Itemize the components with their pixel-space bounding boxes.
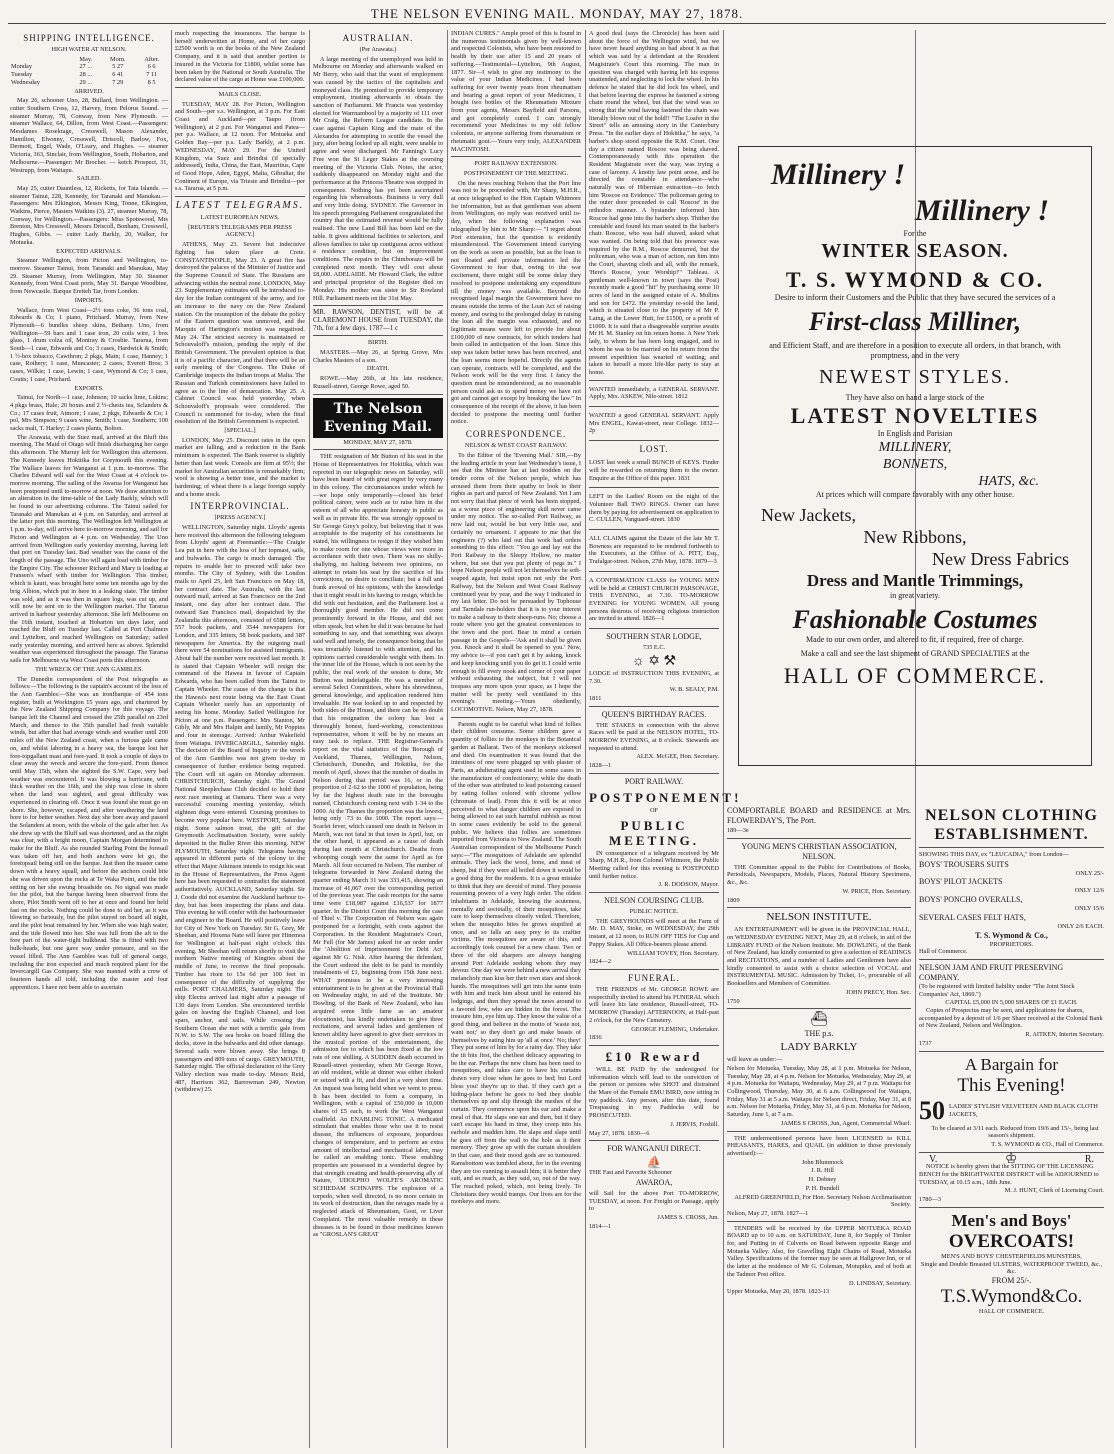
licensee: P. H. Bundell bbox=[805, 1184, 840, 1192]
bonnets-line: BONNETS, bbox=[882, 457, 948, 472]
reward-ref: May 27, 1878. 1830—6 bbox=[589, 1129, 650, 1137]
sailed-text: May 25, cutter Dauntless, 12, Ricketts, for Tata Islands. — steamer Tainui, 228, Kennedy, for Taranaki and Manukau.—Passengers: Mrs Elkington, Messrs King, Tonne, Elkington, Watkins, Pierce, Masters Watkins (3). 27, steamer Murray, 78, Conway, for Wellington.—Passengers: Miss Spotswood, Mrs Brenton, Mrs Cresswell, Messrs Driscoll, Bonham, Cresswell, Hughes, Gibbs. — cutter Lady Barkly, 20, Walker, for Motueka. bbox=[10, 184, 168, 246]
coursing-ref: 1824—2 bbox=[589, 958, 612, 966]
lodge-ref: 1811 bbox=[589, 694, 602, 702]
royal-arms bbox=[919, 1151, 1104, 1167]
dress-trimmings: Dress and Mantle Trimmings, bbox=[806, 571, 1024, 590]
divider bbox=[589, 529, 719, 530]
port-railway-heading: PORT RAILWAY EXTENSION. bbox=[474, 160, 558, 168]
clothing-heading-2: ESTABLISHMENT. bbox=[934, 826, 1089, 843]
dentist-ad: MR. RAWSON, DENTIST, will be at CLAREMONT HOUSE from TUESDAY, the 7th, for a few days. 1787—1 c bbox=[313, 308, 443, 332]
coursing-subheading: PUBLIC NOTICE. bbox=[629, 908, 679, 916]
tenders-ref: Upper Motueka, May 20, 1878. 1823-13 bbox=[727, 1288, 830, 1296]
divider bbox=[589, 773, 719, 774]
tenders-signature: D. LINDSAY, Secretary. bbox=[848, 1279, 911, 1287]
new-jackets: New Jackets, bbox=[761, 505, 856, 525]
lodge-heading: SOUTHERN STAR LODGE, bbox=[606, 632, 702, 642]
staff-text: and Efficient Staff, and are therefore in a position to execute all orders, in that branch, with promptness, and in the very bbox=[769, 341, 1061, 360]
made-text: Made to our own order, and altered to fit, if required, free of charge. bbox=[806, 635, 1024, 644]
divider bbox=[589, 969, 719, 970]
public-meeting-text: IN consequence of a telegram received by Mr Sharp, M.H.R., from Colonel Whitmore, the Public Meeting called for this evening is POSTPONED until further notice. bbox=[589, 849, 719, 880]
newest-styles-heading: NEWEST STYLES. bbox=[818, 366, 1012, 388]
divider bbox=[589, 380, 719, 381]
notice-ad: A CONFIRMATION CLASS for YOUNG MEN will be held at CHRIST CHURCH PARSONAGE, THIS EVENING, at 7.30. TO-MORROW EVENING for YOUNG WOMEN. All young persons desirous of receiving religious instruction are invited to attend. 1826—1 bbox=[589, 576, 719, 623]
funeral-heading: FUNERAL. bbox=[628, 972, 680, 983]
lost-heading: LOST. bbox=[639, 444, 669, 455]
column-8 bbox=[919, 806, 1104, 1448]
races-heading: QUEEN'S BIRTHDAY RACES. bbox=[601, 709, 707, 719]
divider bbox=[313, 305, 443, 306]
licensing-signature: M. J. HUNT, Clerk of Licensing Court. bbox=[1004, 1187, 1104, 1195]
hall-of-commerce: HALL OF COMMERCE. bbox=[783, 663, 1047, 688]
divider bbox=[313, 394, 443, 395]
column-rule bbox=[309, 30, 310, 1448]
for-label: For the bbox=[903, 229, 927, 238]
column-1 bbox=[10, 30, 168, 1448]
r-letter: R. bbox=[1084, 1153, 1094, 1165]
reward-signature: J. JERVIS, Foxhill. bbox=[670, 1120, 719, 1128]
steamer-intro: will leave as under:— bbox=[727, 1056, 783, 1064]
overcoats-heading-2: OVERCOATS! bbox=[948, 1230, 1075, 1252]
clothing-item: BOYS' PONCHO OVERALLS, bbox=[919, 895, 1023, 905]
divider bbox=[589, 571, 719, 572]
licensee: J. R. Hill bbox=[811, 1167, 834, 1175]
institute-ref: 1750 bbox=[727, 997, 740, 1005]
divider bbox=[451, 156, 581, 157]
notice-ad: LOST last week a small BUNCH of KEYS. Finder will be rewarded on returning them to the owner. Enquire at the Office of this paper. 1831 bbox=[589, 459, 719, 482]
steamer-heading-1: THE p.s. bbox=[804, 1029, 834, 1039]
paper-nameplate: The Nelson Evening Mail. bbox=[313, 398, 443, 438]
wanganui-text-1: THE Fast and Favorite Schooner bbox=[589, 1169, 672, 1177]
licensing-ref: 1780—3 bbox=[919, 1196, 942, 1204]
postponement-subheading: POSTPONEMENT OF THE MEETING. bbox=[463, 169, 569, 177]
divider bbox=[451, 717, 581, 718]
divider bbox=[727, 838, 911, 839]
licenses-text: THE undermentioned persons have been LICENSED to KILL PHEASANTS, HARES, and QUAIL (in addition to those previously advertised):— bbox=[727, 1134, 911, 1157]
millinery-title-2: Millinery ! bbox=[914, 194, 1049, 227]
ymca-ref: 1809 bbox=[727, 896, 740, 904]
wanganui-text-2: will Sail for the above Port TO-MORROW, TUESDAY, at noon. For Freight or Passage, apply to bbox=[589, 1189, 719, 1213]
reuter-tag: [REUTER'S TELEGRAMS PER PRESS AGENCY.] bbox=[188, 223, 292, 239]
sailed-heading: SAILED. bbox=[77, 175, 101, 183]
overcoats-heading-1: Men's and Boys' bbox=[951, 1210, 1072, 1230]
table-row: Monday 27 ... 5 27 6 6 bbox=[11, 63, 156, 71]
licenses-ref: Nelson, May 27, 1878. 1827—1 bbox=[727, 1209, 809, 1217]
bargain-row bbox=[919, 1097, 1104, 1125]
ymca-text: THE Committee appeal to the Public for Contributions of Books, Periodicals, Newspapers, Models, Places, Natural History Specimens, &c., &c. bbox=[727, 863, 911, 887]
latest-novelties-heading: LATEST NOVELTIES bbox=[790, 403, 1040, 428]
coursing-text: THE GREYHOUNDS will meet at the Farm of Mr. D. MAY, Stoke, on WEDNESDAY, the 29th instant, at 12 noon, to RUN OFF TIES for Cup and Puppy Stakes. All Office-bearers please attend. bbox=[589, 917, 719, 948]
letter-text: To the Editor of the 'Evening Mail.' SIR,—By the leading article in your last Wednesday's issue, I see that the Minister has at last trodden on the tender corns of the Nelson people, which has aroused them from their apathy to look to their rights as part and parcel of New Zealand. Yet I am not sorry that that piece of work has been stopped, as a worse piece of engineering skill never came under my notice. The so-called Port Railway, as now laid out, would be but very little use, and certainly no ornament. I appeare to me that the engineers (?) who laid out that work had orders something to this effect: "You go and lay out the Port Railway in the Sleepy Hollow, no matter where, but see that you put plenty of pegs in." I hope Nelson people will not let themselves be soft-soaped again, but insist upon not only the Port Railway, but the Nelson and West Coast Railway continued year by year, and the way I indicated in my last letter. Do not be persuaded by Tophouse and Tarndale run-holders that it is to your interest to make a railway to their sheep-runs. No; choose a route where you get the greatest conveniences to the town and the port. Bear in mind a certain passage in the Gospels—'Ask and it shall be given you. Knock and it shall be opened to you.' Now, my advice is—if you can't get it by asking, knock and keep knocking until you do get it. I could write enough to fill every nook and corner of your paper without exhausting the subject, but I will not trespass any more upon your space, as I hope the matter will be pretty well ventilated in this evening's meeting.—Yours obediently, LOCOMOTIVE. Nelson, May 27, 1878. bbox=[451, 451, 581, 714]
divider bbox=[589, 628, 719, 629]
jam-signature: R. AITKEN, Interim Secretary. bbox=[1025, 1031, 1104, 1039]
bargain-count: 50 bbox=[919, 1095, 945, 1125]
shipping-heading: SHIPPING INTELLIGENCE. bbox=[23, 33, 155, 43]
races-signature: ALEX. McGEE, Hon. Secretary. bbox=[636, 753, 719, 761]
divider bbox=[589, 440, 719, 441]
hall-of-commerce-label: Hall of Commerce. bbox=[919, 948, 968, 956]
divider bbox=[727, 1131, 911, 1132]
jam-heading: NELSON JAM AND FRUIT PRESERVING COMPANY. bbox=[919, 962, 1064, 982]
jam-ref: 1737 bbox=[919, 1039, 932, 1047]
institute-signature: JOHN PRECY, Hon. Sec. bbox=[846, 988, 911, 996]
first-class-milliner: First-class Milliner, bbox=[808, 307, 1022, 336]
overcoats-line: Single and Double Breasted ULSTERS, WATERPROOF TWEED, &c., &c. bbox=[920, 1260, 1103, 1276]
new-dress-fabrics: New Dress Fabrics bbox=[932, 549, 1069, 569]
high-water-heading: HIGH WATER AT NELSON. bbox=[51, 46, 127, 53]
ymca-signature: W. PRICE, Hon. Secretary. bbox=[842, 887, 911, 895]
wreck-heading: THE WRECK OF THE ANN GAMBLES. bbox=[35, 665, 143, 673]
divider bbox=[589, 892, 719, 893]
overcoats-price: FROM 25/-. bbox=[991, 1275, 1032, 1285]
imports-heading: IMPORTS. bbox=[74, 296, 104, 304]
expected-heading: EXPECTED ARRIVALS. bbox=[56, 247, 122, 255]
issue-date: MONDAY, MAY 27, 1878. bbox=[343, 438, 413, 446]
crown-icon: ♔ bbox=[1004, 1151, 1018, 1167]
wanganui-heading: FOR WANGANUI DIRECT. bbox=[607, 1144, 701, 1154]
funeral-text: THE FRIENDS of Mr. GEORGE ROWE are respectfully invited to attend his FUNERAL which will leave his late residence, Russell-street, TO-MORROW (Tuesday) AFTERNOON, at Half-past 2 o'clock, for the New Cemetery. bbox=[589, 985, 719, 1024]
v-letter: V. bbox=[929, 1153, 938, 1165]
institute-heading: NELSON INSTITUTE. bbox=[766, 911, 872, 924]
column-rule bbox=[723, 30, 724, 1448]
shipping-news: The Arawata, with the Suez mail, arrived at the Bluff this morning. The Maid of Otago will finish discharging her cargo this afternoon. The Murray left for Wellington this afternoon. The Kennedy leaves Hokitika for Greymouth this evening. The Wallace leaves for Wanganui at 1 p.m. to-morrow. The Charles Edward will sail for the West Coast at 4 o'clock to-morrow morning. The sailing of the Awarua for Wanganui has been postponed until to-morrow at noon. We draw attention to an alteration in the time-table of the Lady Barkly, which will be found in our advertising columns. The Tainui sailed for Taranaki and Manukau at 4 p.m. on Saturday, and arrived at the latter port this morning. The Wellington left Wellington at 1 p.m. to-day, will arrive here to-morrow morning, and sail for Picton and Wellington at 4 p.m. on Wednesday. The Uno arrived from Wellington early yesterday morning, having left that port on Tuesday last. Bad weather was the cause of the length of the passage. The Uno will again load with timber for the Empire City. The schooner Richard and Mary is loading at Fransen's wharf with timber for Wellington. This timber, which is kauri, was brought here some ten months ago by the brig Albion, which put in here in a leaking state. The timber was sold, and as it was then in square logs, was cut up, and will now be sent on to the Wellington market. The Tararua arrived in harbour yesterday afternoon. She left Melbourne on the 16th instant, touched at Hobarton ten days later, and reached the Bluff on Tuesday last. Called at Port Chalmers and Lyttelton, and reached Wellington on Saturday; sailed early yesterday morning, and arrived here as above. Splendid weather was experienced throughout the passage. The Tararua sails for Melbourne via West Coast ports this afternoon. bbox=[10, 433, 168, 665]
divider bbox=[589, 706, 719, 707]
licensee: H. Dobney bbox=[808, 1176, 837, 1184]
wanganui-signature: JAMES S. CROSS, Jun. bbox=[657, 1214, 719, 1222]
lodge-signature: W. B. SEALY, P.M. bbox=[669, 686, 719, 694]
column-rule bbox=[585, 30, 586, 1448]
death-text: ROWE.—May 26th, at his late residence, Russell-street, George Rowe, aged 50. bbox=[313, 375, 443, 390]
divider bbox=[589, 1045, 719, 1046]
divider bbox=[919, 1051, 1104, 1052]
masonic-emblem-icon: ☼ ✡ ⚒ bbox=[631, 653, 677, 669]
mails-text: TUESDAY, MAY 28. For Picton, Wellington and South—per s.s. Wellington, at 3 p.m. For East Coast and Auckland—per Taupo (from Wellington), at 2 p.m. For Wanganui and Patea—per p.s. Wallace, at 12 noon. For Motueka and Golden Bay—per p.s. Lady Barkly, at 2 p.m. WEDNESDAY, MAY 29. For the United Kingdom, via Suez and Brindisi (if specially addressed), India, China, the East, Mauritius, Cape of Good Hope, Aden, Egypt, Malta, Gibraltar, the Continent of Europe, via Trieste and Brindisi—per s.s. Tararua, at 5 p.m. bbox=[175, 100, 305, 193]
exports-text: Tainui, for North—1 case, Johnson; 10 sacks lime, Lukins; 4 pkgs brass, Hale; 20 boxes and 2 ½-chests tea, Sclanders & Co.; 17 cases fruit, Atmore; 1 case, 2 pkgs, Edwards & Co; 1 pol, Mrs Simpson; 9 cases wine, Smith; 1 case, Southern; 100 sacks malt, T. Harley; 2 cases plants, Bolton. bbox=[10, 394, 168, 433]
column-4 bbox=[451, 30, 581, 1448]
public-meeting-heading: PUBLIC MEETING. bbox=[608, 817, 700, 848]
board-ad: COMFORTABLE BOARD and RESIDENCE at Mrs. FLOWERDAY'S, The Port. bbox=[727, 806, 911, 825]
australian-text: A large meeting of the unemployed was held in Melbourne on Monday and afterwards walked on Mr Berry, who said that the want of employment was caused by the tactics of the capitalists and moneyed class. He promised to provide temporary employment, trusting afterwards to obtain the sanction of Parliament. Mr Francis was yesterday elected for Warrnambool by a majority of 111 over Mr Craig, the Reform League candidate. In the case against Captain King and the mate of the Alexandra for attempting to scuttle the vessel the jury, after being locked up all night, were unable to agree and were discharged. Mr Fanning's Lucy Free won the St Leger Stakes at the coursing meeting of the Victoria Club. Notes, the actor, suddenly disappeared on Monday night and the performance at the Princess Theatre was stopped in consequence. Nothing has yet been ascertained regarding his whereabouts. Business is very dull and very little doing. SYDNEY. The Governor in his speech proroguing Parliament congratulated the country that the estimated revenue would be fully realised. The new Land Bill has been laid on the table. It gives additional facilities to selectors, and allows families to take up contiguous acres without a residence condition, but on improvement conditions. The repairs to the Chimborazo will be completed next month. They will cost about £8,000. ADELAIDE. Mr Howard Clark, the editor and principal proprietor of the Register died on Monday. His mother was sister to Sir Rowland Hill. Parliament meets on the 31st May. bbox=[313, 55, 443, 302]
column-2 bbox=[175, 30, 305, 1448]
table-row: Wednesday 29 ... 7 29 8 5 bbox=[11, 78, 156, 86]
divider bbox=[175, 196, 305, 197]
millinery-ad-area bbox=[728, 36, 1102, 796]
european-news-text: ATHENS, May 23. Severe but indecisive fighting has taken place at Crete. CONSTANTINOPLE, May 23. A great fire has destroyed the palaces of the Minister of Justice and the Supreme Council of State. The Russians are advancing within the neutral zone. LONDON, May 23. Supplementary estimates will be introduced to-day for the Indian contingent of the army, and for an increase to the navy on the New Zealand station. On the resumption of the debate the policy of the Eastern question was unmoved, and the Marquis of Hartington's motion was negatived. May 24. The strictest secrecy is maintained re Schouvaloff's mission, pending the reply of the British Government. The prevalent opinion is that it is of a pacific character, and that there will be an early meeting of the Congress. The Duke of Cambridge inspects the Indian troops at Malta. The Russian and Turkish commissioners have failed to agree as to the line of demarcation. May 25. A Cabinet Council was held yesterday, when Schouvaloff's proposals were considered. The Council is summoned for to-day, when the final resolution of the British Government is expected. bbox=[175, 241, 305, 426]
european-news-heading: LATEST EUROPEAN NEWS. bbox=[200, 214, 280, 222]
licensee: John Blummock bbox=[801, 1158, 844, 1166]
australian-heading: AUSTRALIAN. bbox=[342, 33, 414, 43]
divider bbox=[919, 959, 1104, 960]
special-text: LONDON, May 25. Discount rates in the open market are falling, and a reduction in the Bank minimum is expected. The Bank reserve is slightly better than last week. Consols are firm at 95½; the market for Australian securities is remarkably firm; wool is showing a better tone, and the market is hardening; of wheat there is a large foreign supply and a home stock. bbox=[175, 436, 305, 498]
institute-text: AN ENTERTAINMENT will be given in the PROVINCIAL HALL, on WEDNESDAY EVENING NEXT, May 29, at 8 o'clock, in aid of the LIBRARY FUND of the Nelson Institute. Mr. DOWLING, of the Bank of New Zealand, has kindly consented to give a selection of READINGS and RECITATIONS, and a number of Ladies and Gentlemen have also kindly consented to assist with a choice selection of VOCAL and INSTRUMENTAL MUSIC. Admission by Ticket, 1/-, procurable of all Booksellers and Members of Committee. bbox=[727, 926, 911, 988]
clothing-heading-1: NELSON CLOTHING bbox=[925, 807, 1098, 824]
coursing-signature: WILLIAM TOVEY, Hon. Secretary. bbox=[627, 949, 719, 957]
divider bbox=[919, 847, 1104, 848]
bargain-text: To be cleared at 3/11 each. Reduced from 19/6 and 15/-, being last season's shipment. bbox=[931, 1124, 1099, 1140]
millinery-ad bbox=[738, 146, 1092, 766]
reward-text: WILL BE PAID by the undersigned for information which will lead to the conviction of the person or persons who SHOT and distrained the Mare of the Female EMU BIRD, now sitting in my paddock. Any person, after this date, found Trespassing in my Paddocks will be PROSECUTED. bbox=[589, 1065, 719, 1120]
interprovincial-text: WELLINGTON, Saturday night. Lloyds' agents here received this afternoon the following telegram from Lloyds' agent at Freemantle:—The Craigie Lea put in here with the loss of her topmast, sails, and bulwarks. The cargo is much damaged. The repairs to enable her to proceed will take two months. The City of Sydney, with the London mails to April 25, left San Francisco on May 18, her contract date. The Australia, with the last outward mail, arrived at San Francisco on the 2nd instant, one day after her contract date. The outward San Francisco mail, despatched by the Zealandia this afternoon, consisted of 6588 letters, 557 book packets, and 3544 newspapers for London, and 335 letters, 58 book packets, and 387 newspapers for America. By the outgoing mail there were 54 nominations for assisted immigrants. About half the number were received last month. It is stated that Captain Wheeler will resign the command of the Hawea in favour of Captain Edwards, who has been called from the Tainui to Captain Wheeler. The cause of the change is that the Hawea's next route being via the East Coast Captain Wheeler rarely has an opportunity of seeing his home. Monday. Sailed Wellington for Picton at one p.m. Passengers: Mrs Stanton, Mr Gibly, Mr and Mrs Halpin and family, Mr Poppins and four in steerage. Arrived: Arthur Wakefield from Waitapu. INVERCARGILL, Saturday night. The decision of the Board of Inquiry re the wreck of the Ann Gambles was not given to-day in consequence of further evidence being required. The Court will sit again on Monday afternoon. CHRISTCHURCH, Saturday night. The Grand National Steeplechase Club decided to hold their next race meeting at Oamaru. There was a very successful coursing meeting yesterday, which eighteen dogs were entered. Coursing promises to become very popular here. WESTPORT, Saturday night. Some salmon trout, the gift of the Greymouth Acclimatisation Society, were safely deposited in the Buller River this morning. NEW PLYMOUTH, Saturday night. Telegrams having appeared in different parts of the colony to the effect that Major Atkinson intends to resign his seat in the House of Representatives, the Press Agent here has been requested to contradict the statement authoritatively. AUCKLAND, Saturday night. Sir J. Coode did not examine the Auckland harbour to-day, but has been inspecting the plans and data. This evening he will confer with the harbourmaster and engineer to the Board. He will positively leave for City of New York on Tuesday. Sir G. Grey, Mr Sheehan, and Hoxena Nate will leave per Hinemoa for Wellington at half-past eight o'clock this evening. Mr Sheehan will return shortly to visit the northern Native meeting of Kingites about the middle of June, to receive the final proposals. Timber has risen to 15s 6d per 100 feet in consequence of the difficulty of supplying the mills. PORT CHALMERS, Saturday night. The ship Electra arrived last night after a passage of 130 days from London. She encountered terrible gales on leaving the English Channel, and lost spars, anchor, and sails. While crossing the Southern Ocean she met with a terrific gale from N.W. to S.W. The sea broke on board filling the decks, stove in the bulwarks and did other damage. Several sails were blown away. She brings 8 passengers and 809 tons of cargo. GREYMOUTH, Saturday night. The official declaration of the Grey Valley election was made to-day. Messrs Reid, 487, Harrison 362, Barrowman 249, Newton (withdrew) 25. bbox=[175, 524, 305, 1094]
wanted-ad: WANTED immediately, a GENERAL SERVANT. Apply, Mrs. ASKEW, Nile-street. 1812 bbox=[589, 385, 719, 401]
also-text: They have also on hand a large stock of the bbox=[845, 393, 985, 402]
steamer-signature: JAMES S CROSS, Jun, Agent, Commercial Wharf. bbox=[780, 1119, 911, 1127]
notice-ad: LEFT in the Ladies' Room on the night of the Volunteer Ball TWO RINGS. Owner can have them by paying for advertisement on application to C. CULLEN, Vanguard-street. 1830 bbox=[589, 493, 719, 524]
desire-text: Desire to inform their Customers and the Public that they have secured the services of a bbox=[774, 293, 1056, 302]
divider bbox=[727, 1008, 911, 1009]
death-heading: DEATH. bbox=[366, 365, 390, 373]
wanganui-ref: 1814—1 bbox=[589, 1222, 612, 1230]
exports-heading: EXPORTS. bbox=[74, 384, 104, 392]
arrived-heading: ARRIVED. bbox=[74, 87, 104, 95]
jam-text: Copies of Prospectus may be seen, and applications for shares, accompanied by a deposit of 1/6 per Share received at the Colonial Bank of New Zealand, Nelson and Wellington. bbox=[919, 1007, 1103, 1030]
editorial-text: THE resignation of Mr Button of his seat in the House of Representatives for Hokitika, which was reported in our telegraphic news on Saturday, will have been heard of with great regret by very many in this colony. The circumstances under which he—we hope only temporarily—closed his brief political career, were such as to raise him in the esteem of all who appreciate honesty in public as well as in private life. He was strongly opposed to Sir George Grey's policy, but believing that it was acceptable to the majority of his constituents he stated, his willingness to resign if they wished him to make room for one whose views were more in accordance with their own. There was no shilly-shallying, no halting between two opinions, no attempt to retain his seat by the sacrifice of his convictions, no desire to conciliate; but a full and frank avowal of his opinions, with the knowledge that it might result in his having to resign, which he did with out hesitation, and the Parliament lost a thoroughly good member. He did not come prominently forward in the House, and did not often speak, but when he did it was because he had something to say, and that something was always said well and tersely, the consequence being that he was invariably listened to with attention, and his opinions carried considerable weight with them. In the inner life of the House, which is not seen by the public, the real work of the session is done, Mr Button was indefatigable. He was a member of several Select Committees, where his shrewdness, general knowledge, and application rendered him invaluable. He was looked up to and respected by both sides of the House, and there can be no doubt that his resignation the colony has lost a thoroughly honest, hard-working, conscientious representative, whom it will be by no means an easy task to replace. THE Registrar-General's report on the vital statistics of the Borough of Auckland, Thames, Wellington, Nelson, Christchurch, Dunedin, and Hokitika, for the month of April, shows that the number of deaths in Nelson during that period was 16, or in the proportion of 2·62 to the 1000 of population, being by far the highest death rate in the boroughs named, Christchurch coming next with 1·34 to the 1000. At the Thames the proportion was the lowest, being only ·73 to the 1000. The report says:—Scarlet fever, which caused one death in Nelson in March, was not fatal in that town in April, but, on the other hand, it appeared as a cause of death during last month at Christchurch. Deaths from whooping cough were the same for April as for March. All four occurred in Nelson. The number of telegrams forwarded in New Zealand during the quarter ending March 31 was 333,415, showing an increase of 41,067 over the corresponding period of the previous year. The cash receipts for the same time were £18,987 against £16,537 for 1877 quarter. In the District Court this morning the case of Thiel v. The Corporation of Nelson was again postponed for a fortnight, with costs against the Corporation. In the Resident Magistrate's Court, Mr Fell (for Mr James) asked for an order under the 'Abolition of Imprisonment for Debt Act' against Mr G. Nisk. After hearing the defendant, the Court ordered the debt to be paid in monthly instalments of £1, beginning from 15th June next. WHAT promises to be a very interesting entertainment is to be given at the Provincial Hall on Wednesday night, in aid of the Institute. Mr Dowling, of the Bank of New Zealand, who has acquired some little fame as an amateur elocutionist, has kindly undertaken to give three recitations, and several ladies and gentlemen of known ability have agreed to give their services in the musical portion of the entertainment, the admission fee to which has been fixed at the low rate of one shilling. A SUDDEN death occurred in Russell-street yesterday, when Mr George Rowe, an old resident, while at dinner was either choked or seized with a fit, and died in a very short time. An inquest was being held when we went to press. It has been decided to form a company, in Wellington, with a capital of £50,000 in 10,000 shares of £5 each, to work the West Wanganui coalfield. An ENABLING TONIC. A medicated stimulant that enables those who use it to resist disease, the influences of exposure, jeopardous changes of temperature, and to perform an extra amount of intellectual and mechanical labor, may be called an enabling tonic. These enabling properties are possessed in a wonderful degree by that strength creating and health-preserving ally of Nature, UDOLPHO WOLFE'S AROMATIC SCHIEDAM SCHNAPPS. The explosion of a torpedo, when well directed, is no more certain in its work of destruction, than the ravages made by a neglected attack of Rheumatism, Gout, or Liver Complaint. The most valuable remedy in these diseases is to be found in those medicines known as "GROSLAN'S GREAT bbox=[313, 453, 443, 1239]
ymca-heading: YOUNG MEN'S CHRISTIAN ASSOCIATION, NELSON. bbox=[741, 841, 897, 861]
races-text: THE STAKES in connection with the above Races will be paid at the NELSON HOTEL, TO-MORROW EVENING, at 8 o'clock. Stewards are requested to attend. bbox=[589, 721, 719, 752]
table-row: Tuesday 28 ... 6 41 7 11 bbox=[11, 71, 157, 79]
steamer-schedule: Nelson for Motueka, Tuesday, May 28, at 1 p.m. Motueka for Nelson, Tuesday, May 28, at 4 p.m. Nelson for Motueka, Wednesday, May 29, at 4 p.m. Motueka for Waitapu, Wednesday, May 29, at 7 p.m. Waitapu for Collingwood, Thursday, May 30, at 6 a.m. Collingwood for Waitapu, Friday, May 31 at 5 a.m. Waitapu for Nelson direct, Friday, May 31, at 8 a.m. Nelson for Motueka, Friday, May 31, at 6 p.m. Motueka for Nelson, Saturday, June 1, at 7 a.m. bbox=[727, 1064, 911, 1119]
divider bbox=[313, 449, 443, 450]
bargain-heading-1: A Bargain for bbox=[964, 1054, 1059, 1074]
divider bbox=[919, 1207, 1104, 1208]
special-tag: [SPECIAL.] bbox=[224, 427, 256, 435]
capital-text: CAPITAL £5,000 IN 5,000 SHARES OF £1 EACH. bbox=[945, 999, 1078, 1007]
misc-news-text: Parents ought to be careful what kind of follies their children consume. Some children gave a quantity of follies to the monkeys in the Botanical garden at Ballarat. Two of the monkeys sickened and died. On examination it was found that the intestines of one were plugged up with plaster of Paris, an adulterating agent used in some cases in the manufacture of confectionery; while the death of the other was attributed to lead poisoning caused by eating follies colored with chrome yellow (chromate of lead). From this it will be at once perceived to what danger children are exposed in being allowed to eat such harmful rubbish as most in some cases evidently be sold to the general public. We believe that follies are sometimes imported from Victoria to New Zealand. The South Australian correspondent of the Melbourne Punch says:—"The mosquitoes of Adelaide are splendid animals. They lack the wool, bone, and meat of sheep, but if they were all boiled down it would be a good thing for the residents. It is a great mistake to think that they are devoid of mind. They possess reasoning powers of a very high order. The oldest inhabitants in Adelaide, knowing the acuteness, mentally and societally, of their mosquitoes, take care to keep themselves closely veiled. Therefore, when the mosquito bites he grows stupified at once, and so falls an easy prey to its craftier victims. The mosquitoes are aware of this, and accordingly took counsel for a new chase. Two or three of the old sharpers are always hanging around Port Adelaide seeking whom they may devour. One day we were behind a new arrival they melancholy man kiss her their own stars and shook hands. The mosquitoes will get into the same train with him and track him about until he entered his lodgings, and then they spread the news around to a favored few, who are hidden in the forest. The treasure him, eye him up. They know the value of a good thing, and believe in the motto of 'waste not, want not;' so they don't go and make beasts of themselves by eating him up 'all at once.' No; they! They put some of him by for a rainy day. They take the tit bits first, the cheiliest delicacy appearing to be the ear. Perhaps the new chum has been used to mosquitoes, and takes care to have his curtains drawn very close when he goes to bed; but Lord bless you! they're up to that. If they can't get a hiding-place before he goes to bed they double themselves up and slip through the meshes of the curtain. They commence upon his ear and make a meal of that. He slaps one ear and then, but if they can't escape his hand in time, they creep into his earhole and madden him. He slaps and slaps until he goes off from the wall to the hole as it their memory. They grow up with the curtain shoulders in that case, and their mood gods are so tumoured. Ramsbottom was tumbled about, for in the evening they are too cunning to assault him; it is better they suit, and so reach, as they said, so, out of the way. The reached poked, which, not being lively. To Christians they would tramps. Our lives are for the monkeys and more. bbox=[451, 720, 581, 1206]
mayor-signature: J. R. DODSON, Mayor. bbox=[658, 881, 719, 889]
correspondence-heading: CORRESPONDENCE. bbox=[465, 429, 567, 440]
firm-name: T. S. WYMOND & CO. bbox=[785, 267, 1045, 292]
new-ribbons: New Ribbons, bbox=[863, 527, 967, 547]
millinery-title-1: Millinery ! bbox=[771, 158, 906, 191]
prices-text: At prices which will compare favorably with any other house. bbox=[815, 490, 1015, 499]
great-variety: in great variety. bbox=[890, 591, 940, 600]
table-header-row: May. Morn. After. bbox=[79, 55, 159, 63]
column-rule bbox=[447, 30, 448, 1448]
lodge-number: 735 E.C. bbox=[642, 644, 666, 652]
insurance-text: much respecting the insurances. The barque is herself underwritten at Home, and of her cargo £2500 worth is on the books of the New Zealand Company, and it is said that another portion is insured in the Victoria for £1800, whilst some has been taken by the National or South Australia. The declared value of the cargo at Home was £100,000. bbox=[175, 30, 305, 84]
divider bbox=[727, 1221, 911, 1222]
clothing-item: SEVERAL CASES FELT HATS, bbox=[919, 912, 1026, 922]
column-7 bbox=[727, 806, 911, 1448]
clothing-price: ONLY 2/6 EACH. bbox=[1057, 922, 1104, 930]
arrived-text: May 26, schooner Uno, 28, Bullard, from Wellington. — cutter Southern Cross, 12, Harvey, from Pelorus Sound. — steamer Murray, 78, Conway, from New Plymouth. — steamer Wallace, 64, Dillon, from West Coast.—Passengers: Mesdames Rosekrage, Cresswell, Mason Alexander, Hamilton, Elvonny, Cresswell, Driscoll, Barlow, Fox, Dermott, Engel, Wade, O'Leary, and Hughes. — steamer Victoria, 363, Sinclair, from Wellington, South, Hobarton, and Melbourne.—Passenger: Mr Brocher. — ketch Prospect, 31, Westrupp, from Waitapu. bbox=[10, 97, 168, 174]
millinery-line: MILLINERY, bbox=[878, 440, 952, 455]
ship-icon: ⛵ bbox=[646, 1155, 662, 1170]
letter-title: NELSON & WEST COAST RAILWAY. bbox=[464, 442, 568, 450]
overcoats-line: MEN'S AND BOYS' CHESTERFIELDS MUNSTERS, bbox=[941, 1252, 1082, 1260]
clothing-price: ONLY 12/6 bbox=[1074, 887, 1104, 895]
birth-text: MASTERS.—May 26, at Spring Grove, Mrs Charles Masters of a son. bbox=[313, 349, 443, 364]
press-agency-tag: [PRESS AGENCY.] bbox=[214, 514, 266, 522]
arawata-tag: (Per Arawata.) bbox=[359, 46, 397, 53]
imports-text: Wallace, from West Coast—2½ tons coke, 36 tons coal, Edwards & Co; 1 piano, Pritchard. Murray, from New Plymouth—6 bundles sheep skins, Bethany. Uno, from Wellington—59 bars and 1 case iron, 20 coils wire, 1 box glass, 1 drum colza oil, Montray & Crosbie. Tararua, from South—1 case, Edwards and Co; 3 cases, Hardwick & Smith; 1 ½-box tobacco, Cawthron; 2 pkgs, Main; 1 case, Hanney; 1 case, Rothery; 1 case, Muncaster; 2 cases, Everett Bros; 3 cases, Wilkie; 1 case, Lewin; 1 case, Wymond & Co; 1 case, Coutts; 1 case, Prichard. bbox=[10, 306, 168, 383]
postponement-heading: POSTPONEMENT! bbox=[589, 789, 742, 805]
divider bbox=[589, 1140, 719, 1141]
divider bbox=[727, 907, 911, 908]
divider bbox=[175, 87, 305, 88]
expected-text: Steamer Wellington, from Picton and Wellington, to-morrow. Steamer Tainui, from Taranaki and Manukau, May 29. Steamer Murray, from Wellington, May 30. Steamer Kennedy, from West Coast ports, May 31. Barque Woodbine, from Newcastle. Barque Eretteh Tar, from London. bbox=[10, 257, 168, 296]
notice-ad: ALL CLAIMS against the Estate of the late Mr T. Bowness are requested to be rendered forthwith to the Executors, at the Office of A. PITT, Esq., Trafalgar-street. Nelson, 27th May, 1878. 1879—3 bbox=[589, 535, 719, 566]
of-label: OF bbox=[649, 806, 659, 814]
licenses-signature: ALFRED GREENFIELD, For Hon. Secretary Nelson Acclimatisation Society. bbox=[734, 1193, 911, 1209]
steamer-name: LADY BARKLY bbox=[780, 1041, 858, 1054]
bargain-item: LADIES' STYLISH VELVETEEN AND BLACK CLOTH JACKETS, bbox=[949, 1102, 1098, 1118]
port-railway-ad-heading: PORT RAILWAY. bbox=[624, 776, 684, 786]
proprietors: PROPRIETORS. bbox=[989, 940, 1034, 948]
interprovincial-heading: INTERPROVINCIAL. bbox=[190, 501, 290, 512]
wymond-footer: T.S.Wymond&Co. bbox=[940, 1285, 1083, 1307]
clothing-item: BOYS' PILOT JACKETS bbox=[919, 877, 1003, 887]
telegrams-heading: LATEST TELEGRAMS. bbox=[175, 200, 305, 212]
masthead: THE NELSON EVENING MAIL. MONDAY, MAY 27, 1878. bbox=[8, 6, 1106, 24]
coursing-heading: NELSON COURSING CLUB. bbox=[604, 896, 704, 906]
fashionable-costumes: Fashionable Costumes bbox=[792, 605, 1038, 634]
english-parisian: In English and Parisian bbox=[877, 429, 953, 438]
showing-text: SHOWING THIS DAY, ex "LEUCADIA," from London— bbox=[919, 851, 1069, 858]
lodge-text: LODGE of INSTRUCTION THIS EVENING, at 7.30. bbox=[589, 669, 719, 685]
jam-subtext: (To be registered with limited liability under "The Joint Stock Companies' Act, 1860.") bbox=[919, 982, 1075, 998]
port-railway-text: On the news reaching Nelson that the Port line was not to be proceeded with, Mr Sharp, M.H.R., at once telegraphed to the Hon Captain Whitmore for information, but as that gentleman was absent from Wellington, no reply was received until to-day, when the following explanation was telegraphed by him to Mr Sharp:— "I regret about Port extension, but the question is evidently misunderstood. The Government intend carrying on the work as soon as possible, but as the loan is not floated and private information led the Government to fear that, owing to the war excitement, there might still be some delay they resolved to postpone undertaking any expenditure till the money was available. Beyond the recognised legal margin the Government have no means outside the terms of the Loan Act of raising money, and owing to the prolonged delay in raising the loan all the margin was exhausted, and no legitimate means were left to provide for about £100,000 of new contracts, for which tenders had been called in anticipation of the loan. Since this step was taken better news has been received, and the loan seems more hopeful. Directly the agents can operate, contracts will be completed, and the Nelson work will be the very first. I fancy the question must be misunderstood, as no reasonable person could ask us to spend money we have not got and cannot get except by breaking the law." In consequence of the receipt of the above, it has been decided to postpone the meeting until further notice. bbox=[451, 179, 581, 426]
wymond-name: T. S. Wymond & Co., bbox=[975, 930, 1048, 940]
indian-cures-text: INDIAN CURES." Ample proof of this is found in the numerous testimonials given by well-known and respected Colonists, who have been restored to health by their use after 15 and 20 years of suffering.—Testimonial—Lyttelton, 9th August, 1877. Sir—I wish to give my testimony to the value of your Indian Medicines. I had been suffering for over twenty years from rheumatism and bearing a great report of your Medicines, I bought two bottles of the Rheumatism Mixture from your agents, Messrs Bayfield and Parsons, and got completely cured. I can strongly recommend your Medicines to my old fellow colonists, or anyone suffering from rheumatism or rheumatic gout.—Yours very truly, ALEXANDER MACINTOSH. bbox=[451, 30, 581, 153]
high-water-table bbox=[10, 56, 168, 87]
tenders-text: TENDERS will be received by the UPPER MOTUEKA ROAD BOARD up to 10 a.m. on SATURDAY, June 8, for Supply of Timber for, and Putting in of Culverts on Road between opposite Range and Motueka Valley. Also, for Gravelling Eight Chains of Road, Motueka Valley. Specifications of the former may be seen at Hallgrove Inn, or of the latter at the residence of Mr G. Coleman, Motupiko, and of both at the Tadmor Post office. bbox=[727, 1224, 911, 1278]
board-ref: 189—3e bbox=[727, 827, 749, 834]
birth-heading: BIRTH. bbox=[367, 339, 389, 347]
winter-season-heading: WINTER SEASON. bbox=[821, 240, 1009, 262]
hall-of-commerce-footer: HALL OF COMMERCE. bbox=[978, 1307, 1045, 1315]
mails-heading: MAILS CLOSE. bbox=[218, 90, 262, 98]
column-rule bbox=[171, 30, 172, 1448]
wanted-ad: WANTED a good GENERAL SERVANT. Apply Mrs ENGEL, Kawai-street, near College. 1832—2p bbox=[589, 412, 719, 435]
divider bbox=[313, 335, 443, 336]
wreck-text: The Dunedin correspondent of the Post telegraphs as follows:—The following is the captain's account of the loss of the Ann Gambles:—She was an ironIbarque of 454 tons register, built at Workington 15 years ago, and chartered by the New Zealand Shipping Company for this voyage. The barque left the Channel and crossed the 25th parallel on 23rd March, and thence to the 35th parallel had fresh variable winds, but after that had average winds and weather until 200 miles off the New Zealand coast, when a furious gale came on, and whilst laboring in a heavy sea, the barque lost her fore-topgallant mast and fore-yard. It took a couple of days to clear away the wreck and secure the fore-yard. From thence until May 15th, when she sighted the S.W. Cape, very bad weather was encountered. It was blowing a hurricane, with thick weather on the 16th, and the ship was close in shore when the land was sighted, and great difficulty was experienced in clearing off. Once it was found she must go on shore. She, however, escaped, and after weathering the land bore to for better weather. Next day she bore away and passed the Solanders at noon, with the whole of the gale after her. As she drew up with the Bluff sail was shortened, and as the night was clear, with a bright moon, Captain Morgan determined to make for the Bluff. As she rounded Starling Point the foresail was taken off her, and both anchors were let go, the foretopsail being still on the barque. Just then the master came down with a heavy squall, and before the anchors could bite she was driven upon the rocks at Te Waka Point, and the tide setting on her she swung broadside on. No signal was made for the pilot, but the barque having been observed from the shore, Pilot Smith went off to her at once and found her held fast on the rocks. Nothing could be done to aid her, as it was blowing so furiously, but the pilot stayed on board all night, and the pilot boat remained by her. When she was high water, and the tide flowed into her. She was full from the aft to the fore part of the water-tight bulkhead. She is fitted with two bulk-heads, but one gave way under pressure, and so the vessel filled. The Ann Gambles was full of general cargo, including the iron expected and much required plant for the Invercargill Gas Company. She was manned with a crew of fourteen hands all told, including the master and four apprentices. I have not been able to ascertain bbox=[10, 675, 168, 991]
bargain-heading-2: This Evening! bbox=[957, 1074, 1066, 1096]
races-ref: 1828—1 bbox=[589, 762, 612, 770]
clothing-item: BOYS' TROUSERS SUITS bbox=[919, 859, 1009, 869]
wind-story-text: A good deal (says the Chronicle) has been said about the force of the Wellington wind, but we have never heard anything so bad about it as that which was said by a defendant at the Resident Magistrate's Court this morning. The man in question was charged with having left his express unattended, and neglecting to lock the wheel. In his defence he stated that he did lock his wheel, and that before leaving the express he fastened a strong chain round the wheel, but that the wind was so strong that the wind having fastened the chain was literally blown out of the hold!! "The Loafer in the Street" tells an amusing story in the Canterbury Press. "In the earlier days of Hokitika," he says, "a barber's shop stood opposite the R.M. Court. One day a citizen named Roscoe was being shaved. Contemporaneously with this operation the Resident Magistrate over the way, was trying a case of larceny. A knotty law point arose, and he directed the constable in attendance—who naturally was of Hibernian extraction—to fetch him 'Roscoe on Evidence.' The policeman going to the outer door proceeded to call 'Roscoe' in the orthodox manner. A bystander informed him Roscoe had gone into the barber's shop. Thither the constable and found his man seated in the barber's chair. Roscoe, who was half shaved, asked what was wanted. On being told that his presence was required by the R.M., Roscoe demurred, but the policeman, who was a man of action, ran him into the Court, shaving cloth and all, with the remark, 'Here's Roscoe, your Worship!'" Tableau. A gentleman well-known in town (says the Post) recently made a good "hit" by purchasing some 10 acres of land in the assigned estate of A. Mullins and son for £472. He yesterday re-sold the land, which is situated close to the property of Mr P. Laing, at the Lower Hutt, for £1500, or a profit of £1000. It is said that a disagreeable surprise awaits Mr H. M. Stanley on his return home. A New York lady, to whom he has been long engaged, and to whom he was to be married on his return from the present expedition has wearied of waiting, and taken to herself a more life-like party to stay at home. bbox=[589, 30, 719, 376]
call-text: Make a call and see the last shipment of GRAND SPECIALTIES at the bbox=[800, 649, 1030, 658]
funeral-ref: 1836 bbox=[589, 1034, 602, 1042]
reward-heading: £10 Reward bbox=[605, 1048, 703, 1064]
hats-line: HATS, &c. bbox=[978, 474, 1039, 489]
licensing-notice: NOTICE is hereby given that the SITTING OF THE LICENSING BENCH for the BRIGHTWATER DISTRICT will be ADJOURNED to TUESDAY, at 10.15 a.m., 18th June. bbox=[919, 1163, 1099, 1186]
clothing-price: ONLY 15/6 bbox=[1074, 905, 1104, 913]
divider bbox=[589, 406, 719, 407]
steamer-icon: ⛴ bbox=[810, 1012, 828, 1028]
divider bbox=[589, 487, 719, 488]
ship-name: AWAROA, bbox=[635, 1177, 673, 1187]
bargain-signature: T. S. WYMOND & CO., Hall of Commerce. bbox=[991, 1140, 1104, 1148]
column-3 bbox=[313, 30, 443, 1448]
clothing-price: ONLY 25/- bbox=[1075, 869, 1104, 877]
funeral-signature: GEORGE FLEMING, Undertaker. bbox=[631, 1025, 719, 1033]
